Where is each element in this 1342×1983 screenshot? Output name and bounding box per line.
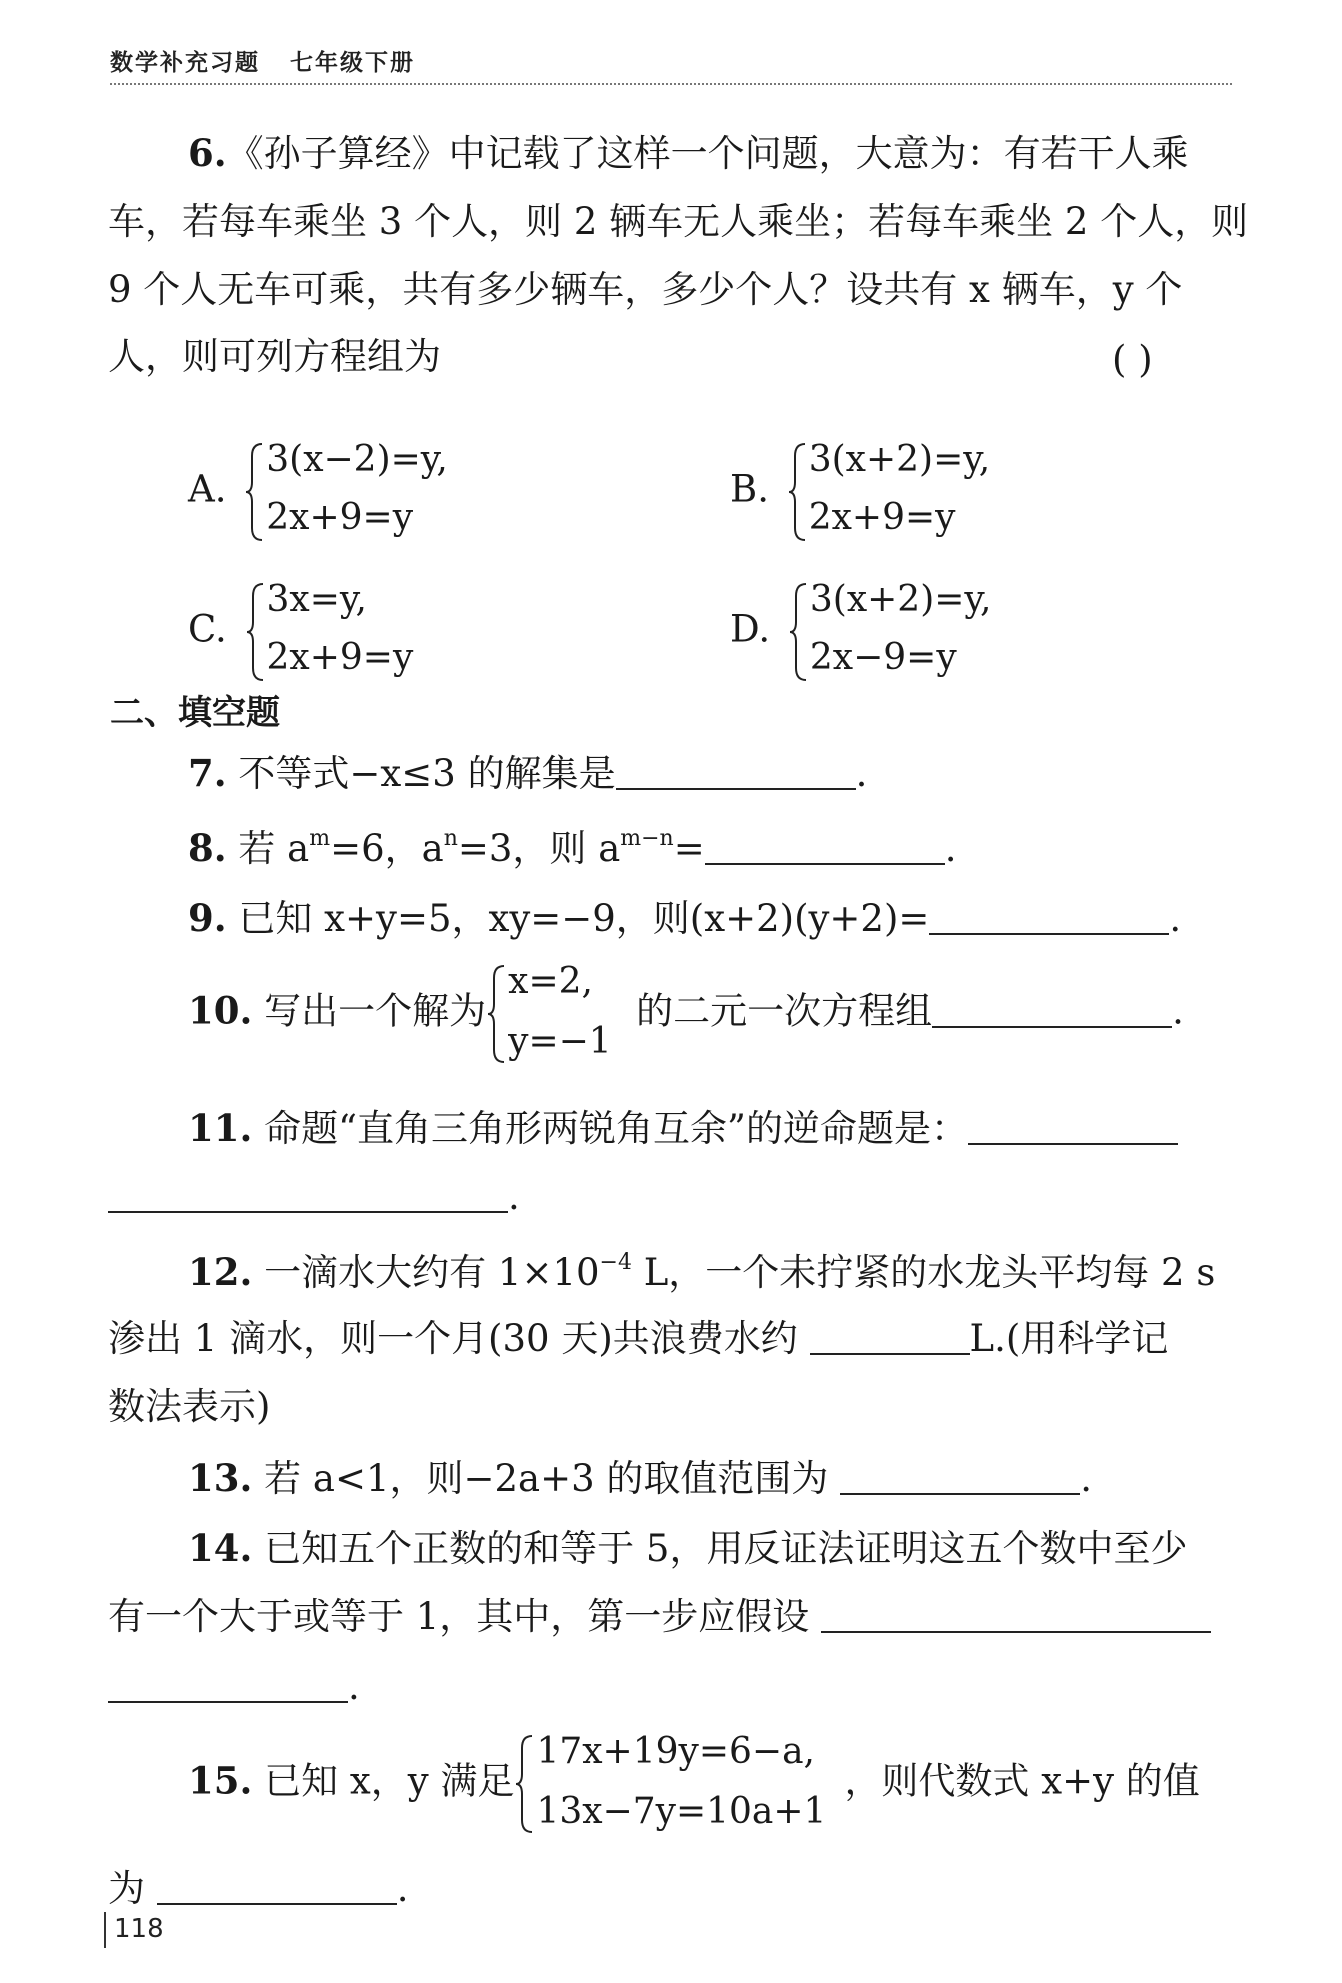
- q6-answer-paren: ( ): [1112, 338, 1153, 381]
- q14-text-1: 已知五个正数的和等于 5，用反证法证明这五个数中至少: [264, 1527, 1188, 1570]
- q15-system: [514, 1731, 844, 1834]
- option-c-system: [245, 579, 505, 682]
- q6-line-3: 9 个人无车可乘，共有多少辆车，多少个人？设共有 x 辆车，y 个: [108, 268, 1183, 311]
- brace-icon: [245, 582, 265, 682]
- q14-line-2: [108, 1595, 1211, 1638]
- option-d-eq2: 2x−9=y: [809, 637, 957, 678]
- q12-text-3: 渗出 1 滴水，则一个月(30 天)共浪费水约: [108, 1317, 798, 1360]
- q7-number: 7.: [188, 751, 227, 795]
- q14-end: .: [348, 1665, 360, 1708]
- q10-eq1: x=2,: [508, 961, 593, 1002]
- q15-text-2: ，则代数式 x+y 的值: [844, 1759, 1200, 1803]
- q12-answer-blank[interactable]: [810, 1323, 970, 1355]
- q7-answer-blank[interactable]: [616, 758, 856, 790]
- q10-text-2: 的二元一次方程组: [636, 989, 933, 1033]
- option-a-label: A.: [188, 467, 227, 511]
- q15-number: 15.: [188, 1758, 253, 1803]
- q8-answer-blank[interactable]: [705, 833, 945, 865]
- q12-number: 12.: [188, 1250, 253, 1294]
- option-a-system: [244, 439, 504, 542]
- q14-text-2: 有一个大于或等于 1，其中，第一步应假设: [108, 1595, 810, 1638]
- q14-number: 14.: [188, 1526, 253, 1570]
- option-d-label: D.: [730, 607, 771, 651]
- option-a-eq1: 3(x−2)=y,: [266, 439, 448, 480]
- q6-line-1: [188, 131, 1189, 175]
- q15-text-1: 已知 x，y 满足: [264, 1759, 515, 1803]
- q15-text-3: 为: [108, 1867, 145, 1910]
- grade-title: 七年级下册: [290, 50, 415, 76]
- q13: [188, 1456, 1092, 1500]
- book-title: 数学补充习题: [110, 50, 260, 76]
- q6-line-4: 人，则可列方程组为: [108, 335, 441, 378]
- option-a: [188, 439, 504, 542]
- q12-line-3: 数法表示): [108, 1385, 271, 1428]
- q15-line-2: [108, 1867, 409, 1910]
- q12-line-2: [108, 1317, 1169, 1360]
- q14-line-1: [188, 1526, 1188, 1570]
- q11-answer-blank-2[interactable]: [108, 1181, 508, 1213]
- q8-text-3: =3，则 a: [457, 827, 621, 870]
- q12-sup: −4: [599, 1250, 632, 1275]
- option-c: [188, 579, 505, 682]
- q7-end: .: [855, 752, 868, 795]
- q8-sup-1: m: [309, 826, 331, 851]
- q10-answer-blank[interactable]: [932, 996, 1172, 1028]
- q7-text: 不等式−x≤3 的解集是: [238, 752, 616, 795]
- page-number-bar: [104, 1912, 106, 1948]
- q6-number: 6.: [188, 131, 227, 175]
- brace-icon: [514, 1734, 534, 1834]
- option-b: [730, 439, 1047, 542]
- q8-sup-3: m−n: [620, 826, 674, 851]
- q10: [188, 961, 1184, 1064]
- q14-line-3: [108, 1665, 360, 1708]
- q6-text-1: 《孙子算经》中记载了这样一个问题，大意为：有若干人乘: [226, 132, 1189, 175]
- q10-eq2: y=−1: [508, 1021, 612, 1062]
- q9-text: 已知 x+y=5，xy=−9，则(x+2)(y+2)=: [238, 897, 930, 940]
- q8-text-1: 若 a: [238, 827, 310, 870]
- q9-number: 9.: [188, 896, 227, 940]
- q13-number: 13.: [188, 1456, 253, 1500]
- q10-end: .: [1172, 989, 1184, 1033]
- q13-text: 若 a<1，则−2a+3 的取值范围为: [264, 1457, 829, 1500]
- option-b-eq1: 3(x+2)=y,: [808, 439, 991, 480]
- q8: [188, 826, 957, 870]
- q8-text-2: =6，a: [330, 827, 444, 870]
- q11: [188, 1106, 1178, 1150]
- q9-end: .: [1169, 897, 1182, 940]
- q13-answer-blank[interactable]: [840, 1463, 1080, 1495]
- q14-answer-blank-1[interactable]: [821, 1601, 1211, 1633]
- q10-text-1: 写出一个解为: [264, 989, 487, 1033]
- option-d-eq1: 3(x+2)=y,: [809, 579, 992, 620]
- q15-end: .: [396, 1867, 409, 1910]
- q15-line-1: [188, 1731, 1200, 1834]
- q8-text-4: =: [673, 827, 705, 870]
- option-d-system: [788, 579, 1048, 682]
- option-b-system: [787, 439, 1047, 542]
- q15-answer-blank[interactable]: [157, 1873, 397, 1905]
- q12-text-2: L，一个未拧紧的水龙头平均每 2 s: [631, 1251, 1216, 1294]
- option-a-eq2: 2x+9=y: [266, 497, 414, 538]
- q8-number: 8.: [188, 826, 227, 870]
- option-b-label: B.: [730, 467, 769, 511]
- q11-answer-blank-1[interactable]: [968, 1113, 1178, 1145]
- q9-answer-blank[interactable]: [929, 903, 1169, 935]
- q11-number: 11.: [188, 1106, 253, 1150]
- q12-text-4: L.(用科学记: [969, 1317, 1169, 1360]
- q15-eq2: 13x−7y=10a+1: [536, 1791, 827, 1832]
- option-c-label: C.: [188, 607, 227, 651]
- option-c-eq2: 2x+9=y: [266, 637, 414, 678]
- q8-end: .: [944, 827, 957, 870]
- q9: [188, 896, 1182, 940]
- q11-line-2: [108, 1175, 520, 1218]
- q10-system: [486, 961, 636, 1064]
- q12-line-1: [188, 1250, 1216, 1294]
- brace-icon: [244, 442, 264, 542]
- brace-icon: [787, 442, 807, 542]
- q12-text-1: 一滴水大约有 1×10: [264, 1251, 600, 1294]
- option-c-eq1: 3x=y,: [266, 579, 367, 620]
- page-number: 118: [114, 1914, 164, 1944]
- q15-eq1: 17x+19y=6−a,: [536, 1731, 815, 1772]
- q13-end: .: [1080, 1457, 1092, 1500]
- option-b-eq2: 2x+9=y: [808, 497, 956, 538]
- header-dotted-rule: [110, 83, 1232, 85]
- running-header: [110, 44, 415, 77]
- q11-end: .: [508, 1175, 520, 1218]
- brace-icon: [486, 964, 506, 1064]
- option-d: [730, 579, 1048, 682]
- section-title: 二、填空题: [110, 693, 280, 733]
- brace-icon: [788, 582, 808, 682]
- q11-text: 命题“直角三角形两锐角互余”的逆命题是：: [264, 1107, 968, 1150]
- q7: [188, 751, 868, 795]
- q8-sup-2: n: [443, 826, 458, 851]
- q6-line-2: 车，若每车乘坐 3 个人，则 2 辆车无人乘坐；若每车乘坐 2 个人，则: [108, 200, 1249, 243]
- q14-answer-blank-2[interactable]: [108, 1671, 348, 1703]
- q10-number: 10.: [188, 988, 253, 1033]
